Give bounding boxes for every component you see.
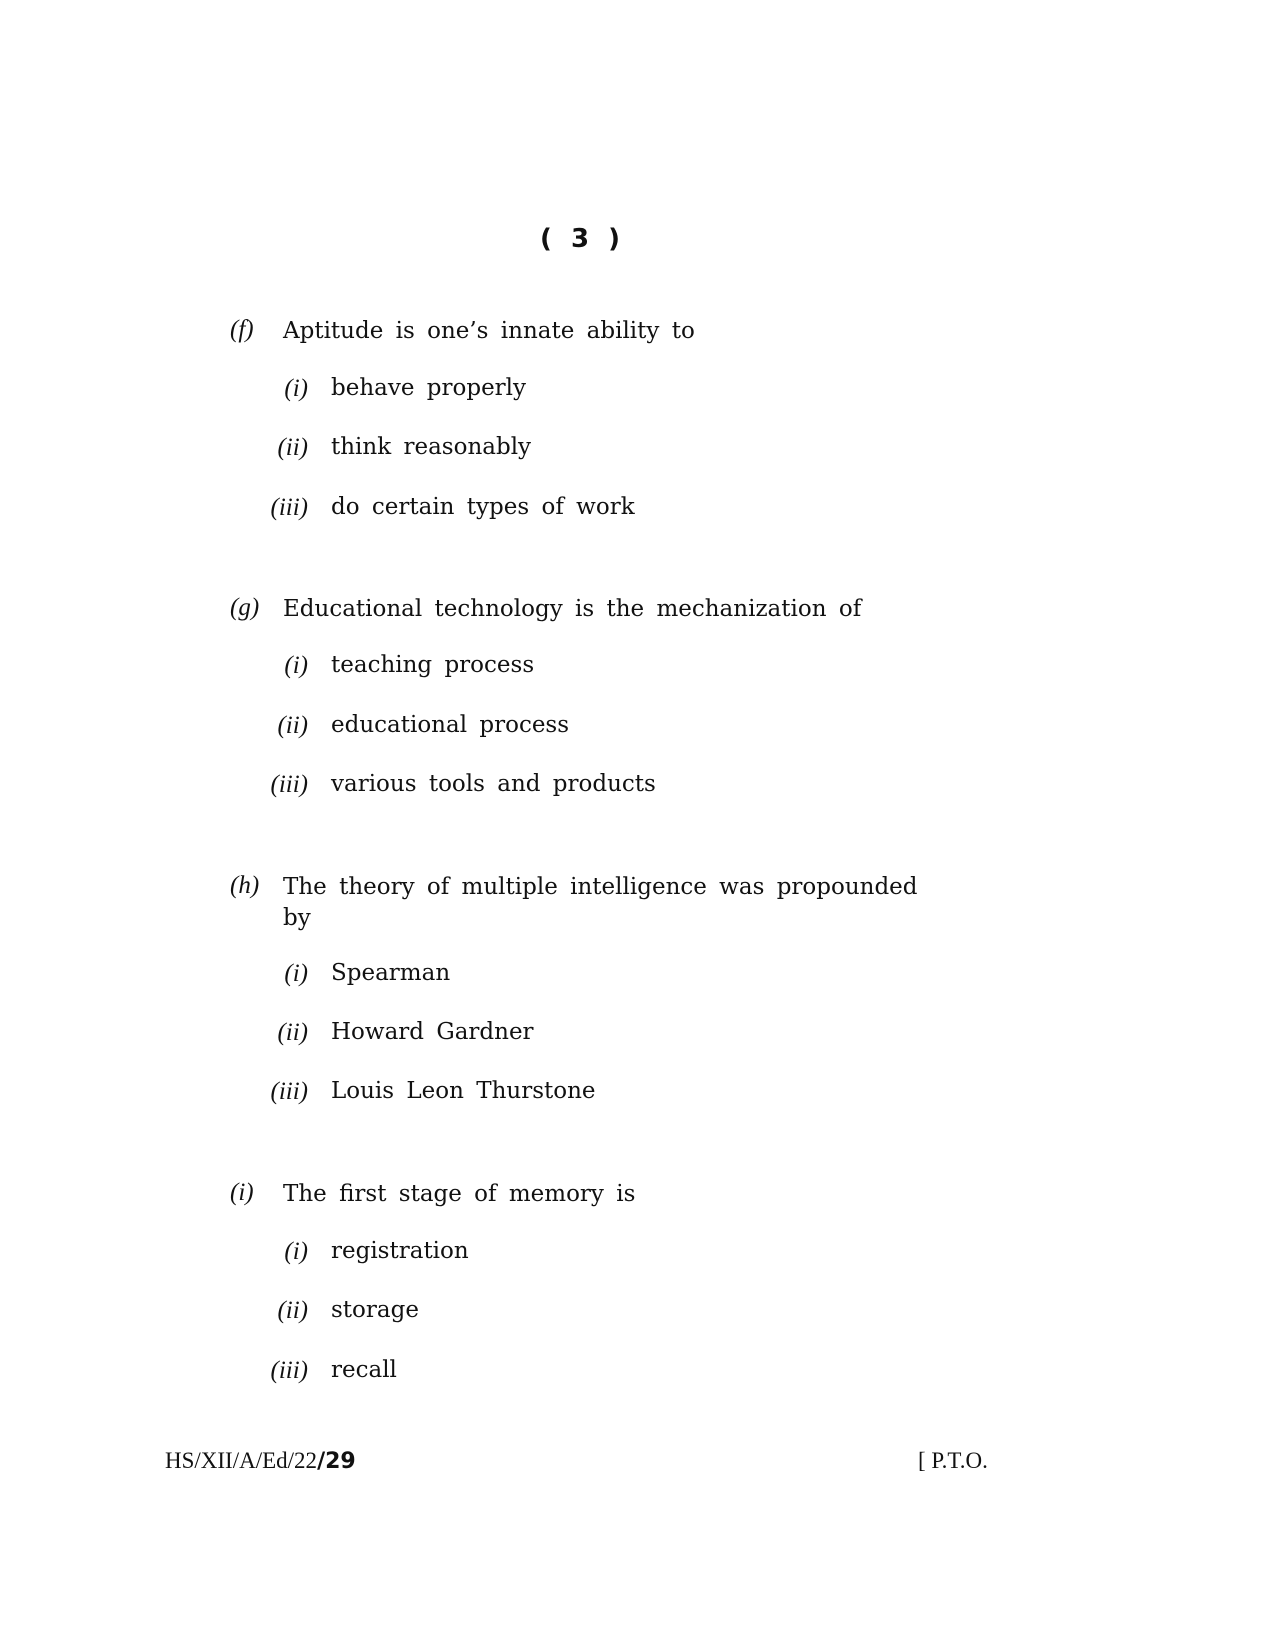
option-item	[0, 771, 1275, 803]
option-label: (iii)	[270, 771, 308, 798]
option-item	[0, 494, 1275, 526]
option-text: think reasonably	[331, 434, 532, 460]
question-label: (i)	[230, 1179, 254, 1206]
option-item	[0, 652, 1275, 684]
option-label: (iii)	[270, 494, 308, 521]
option-item	[0, 712, 1275, 744]
option-label: (ii)	[277, 434, 308, 461]
option-text: do certain types of work	[331, 494, 635, 520]
option-item	[0, 1019, 1275, 1051]
paper-code	[165, 1448, 356, 1474]
option-text: educational process	[331, 712, 570, 738]
option-text: Spearman	[331, 960, 451, 986]
question-text: The theory of multiple intelligence was propounded by	[283, 874, 918, 931]
option-text: registration	[331, 1238, 469, 1264]
paper-code-suffix: /29	[317, 1449, 356, 1474]
page-number: ( 3 )	[540, 224, 620, 254]
option-label: (ii)	[277, 1019, 308, 1046]
question-text: Aptitude is one’s innate ability to	[283, 318, 695, 344]
option-item	[0, 375, 1275, 407]
question-label: (g)	[230, 594, 260, 621]
question-text: The first stage of memory is	[283, 1181, 636, 1207]
option-text: Howard Gardner	[331, 1019, 534, 1045]
option-text: teaching process	[331, 652, 535, 678]
question-label: (f)	[230, 316, 254, 343]
option-label: (ii)	[277, 1297, 308, 1324]
option-item	[0, 1078, 1275, 1110]
option-item	[0, 960, 1275, 992]
option-text: various tools and products	[331, 771, 656, 797]
option-label: (i)	[284, 375, 308, 402]
question-text: Educational technology is the mechanization of	[283, 596, 862, 622]
option-label: (i)	[284, 652, 308, 679]
option-text: behave properly	[331, 375, 527, 401]
option-label: (iii)	[270, 1078, 308, 1105]
option-label: (ii)	[277, 712, 308, 739]
option-item	[0, 1357, 1275, 1389]
option-item	[0, 1238, 1275, 1270]
question-label: (h)	[230, 872, 260, 899]
option-label: (i)	[284, 1238, 308, 1265]
option-item	[0, 434, 1275, 466]
option-text: recall	[331, 1357, 397, 1383]
option-label: (i)	[284, 960, 308, 987]
option-label: (iii)	[270, 1357, 308, 1384]
option-text: storage	[331, 1297, 419, 1323]
option-text: Louis Leon Thurstone	[331, 1078, 596, 1104]
option-item	[0, 1297, 1275, 1329]
pto-marker: [ P.T.O.	[918, 1448, 988, 1473]
paper-code-prefix: HS/XII/A/Ed/22	[165, 1448, 318, 1473]
